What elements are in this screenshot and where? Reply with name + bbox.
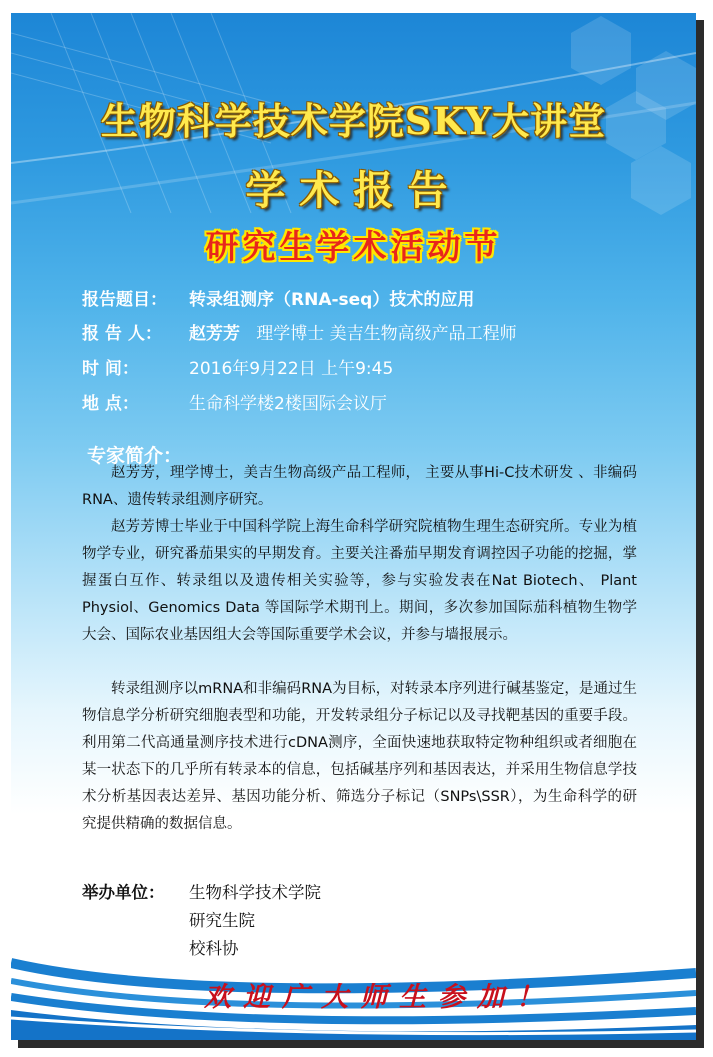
speaker-title: 理学博士 美吉生物高级产品工程师 [256,324,517,344]
place-value: 生命科学楼2楼国际会议厅 [189,394,387,414]
report-time [82,354,393,379]
organizer-label: 举办单位： [82,883,165,902]
report-speaker [82,319,517,344]
bio-paragraph-2: 赵芳芳博士毕业于中国科学院上海生命科学研究院植物生理生态研究所。专业为植物学专业，研究番茄果实的早期发育。主要关注番茄早期发育调控因子功能的挖掘，掌握蛋白互作、转录组以及遗传相关实验等，参与实验发表在Nat Biotech、 Plant Physiol、Genomics Data 等国际学术期刊上。期间，多次参加国际茄科植物生物学大会、国际农业基因组大会等国际重要学术会议，并参与墙报展示。 [82,519,637,643]
place-label: 地 点： [82,394,139,414]
bio-paragraph-1: 赵芳芳，理学博士，美吉生物高级产品工程师， 主要从事Hi-C技术研发 、非编码RNA、遗传转录组测序研究。 [82,465,637,508]
report-topic [82,285,474,310]
poster-shadow-bottom [18,1040,704,1048]
speaker-label: 报 告 人： [82,324,162,344]
time-label: 时 间： [82,359,139,379]
topic-label: 报告题目： [82,290,167,310]
title-line-3: 研究生学术活动节 [205,227,502,266]
topic-value: 转录组测序（RNA-seq）技术的应用 [189,290,475,310]
welcome-text: 欢迎广大师生参加！ [204,982,555,1013]
bio-paragraph-3: 转录组测序以mRNA和非编码RNA为目标，对转录本序列进行碱基鉴定，是通过生物信息学分析研究细胞表型和功能，开发转录组分子标记以及寻找靶基因的重要手段。利用第二代高通量测序技术进行cDNA测序，全面快速地获取特定物种组织或者细胞在某一状态下的几乎所有转录本的信息，包括碱基序列和基因表达，并采用生物信息学技术分析基因表达差异、基因功能分析、筛选分子标记（SNPs\SSR），为生命科学的研究提供精确的数据信息。 [82,681,637,832]
speaker-name: 赵芳芳 [189,324,240,344]
organizer-units [189,879,321,963]
report-place [82,389,387,414]
organizer-unit: 校科协 [189,939,239,958]
poster [11,13,696,1040]
bio-heading: 专家简介： [87,445,183,467]
title-line-1: 生物科学技术学院SKY大讲堂 [100,99,607,143]
time-value: 2016年9月22日 上午9:45 [189,359,394,379]
title-line-2: 学术报告 [245,167,462,214]
organizer-unit: 研究生院 [189,911,255,930]
organizer [82,879,321,963]
poster-shadow-right [696,20,704,1047]
organizer-unit: 生物科学技术学院 [189,883,321,902]
